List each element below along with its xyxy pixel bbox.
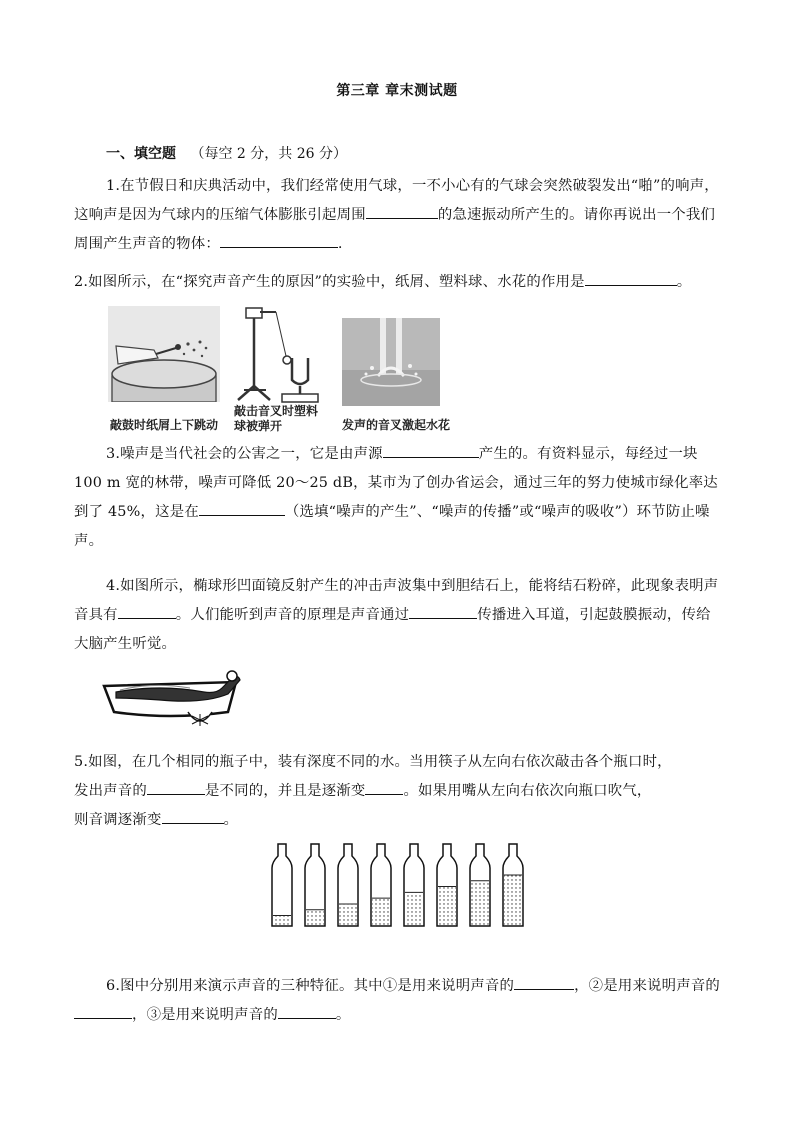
- question-2: [74, 268, 734, 297]
- bottle-water-7: [471, 881, 489, 926]
- q4-text-b: 象表明声音具有: [74, 578, 719, 623]
- bottle-7: [470, 844, 490, 926]
- bottle-water-6: [438, 887, 456, 926]
- q6-text-a: 6.图中分别用来演示声音的三种特征。其中①是用来说明声音的: [106, 978, 515, 994]
- q3-text-e: （选填“噪声的产生”、“噪声的传播”或“噪: [284, 504, 557, 520]
- q3-blank-1[interactable]: [383, 442, 479, 458]
- tuning-fork-ball-figure: [230, 300, 322, 404]
- q2-text-b: 。: [676, 274, 692, 290]
- q2-text-a: 2.如图所示，在“探究声音产生的原因”的实验中，纸屑、塑料球、水花的作用是: [74, 274, 585, 290]
- bottle-3: [338, 844, 358, 926]
- section-heading: [106, 143, 347, 163]
- caption-water: 发声的音叉激起水花: [342, 418, 451, 432]
- page-title: 第三章 章末测试题: [336, 83, 458, 99]
- q1-text-e: .: [337, 236, 343, 252]
- q4-blank-1[interactable]: [118, 603, 176, 619]
- question-1: [74, 172, 724, 259]
- q3-text-c: 一块 100 m 宽的林带，噪声可降低 20～25 dB，某市为了创办省运会，通过三年的努力使城: [74, 446, 698, 491]
- bottle-water-3: [339, 904, 357, 926]
- q5-blank-3[interactable]: [162, 808, 224, 824]
- bottle-1: [272, 844, 292, 926]
- caption-tuning-fork: 敲击音叉时塑料球被弹开: [234, 404, 319, 433]
- q5-blank-1[interactable]: [147, 779, 205, 795]
- section-score-note: （每空 2 分，共 26 分）: [190, 146, 347, 162]
- bottle-8: [503, 844, 523, 926]
- tuning-fork-water-figure: [342, 318, 440, 406]
- bottle-water-8: [504, 875, 522, 926]
- q4-text-e: 起鼓膜振动，传给大脑产生听觉。: [74, 607, 711, 652]
- q1-text-c: 的急速振动所产生的。请你: [437, 207, 613, 223]
- q4-text-a: 4.如图所示，椭球形凹面镜反射产生的冲击声波集中到胆结石上，能将结石粉碎，此现: [106, 578, 660, 594]
- q4-text-c: 。人们能听到声音的原理是声音通过: [175, 607, 410, 623]
- bottle-water-4: [372, 898, 390, 926]
- q6-blank-1[interactable]: [514, 974, 574, 990]
- question-5: [74, 748, 734, 835]
- q4-blank-2[interactable]: [409, 603, 477, 619]
- section-title: 一、填空题: [106, 146, 176, 162]
- bottle-water-1: [273, 916, 291, 926]
- drum-figure: [108, 306, 220, 402]
- question-4: [74, 572, 724, 659]
- q5-text-b: 发出声音的: [74, 783, 147, 799]
- q4-text-d: 传播进入耳道，引: [477, 607, 594, 623]
- q5-text-d: 。如果用嘴从左向右依次向瓶口吹气，: [403, 783, 652, 799]
- q6-blank-3[interactable]: [278, 1003, 336, 1019]
- caption-drum: 敲鼓时纸屑上下跳动: [110, 418, 219, 432]
- q3-text-b: 产生的。有资料显示，每经过: [478, 446, 669, 462]
- q5-text-e: 则音调逐渐变: [74, 812, 162, 828]
- q5-text-f: 。: [223, 812, 239, 828]
- q5-text-a: 5.如图，在几个相同的瓶子中，装有深度不同的水。当用筷子从左向右依次敲击各个瓶口时，: [74, 754, 672, 770]
- bottle-6: [437, 844, 457, 926]
- q1-blank-1[interactable]: [366, 203, 438, 219]
- q2-blank-1[interactable]: [585, 270, 677, 286]
- q6-blank-2[interactable]: [74, 1003, 132, 1019]
- bottle-4: [371, 844, 391, 926]
- q5-text-c: 是不同的，并且是逐渐变: [204, 783, 366, 799]
- q6-text-b: ，②是用来说明: [574, 978, 677, 994]
- q1-blank-2[interactable]: [220, 232, 338, 248]
- bottle-5: [404, 844, 424, 926]
- q6-text-e: 。: [335, 1007, 351, 1023]
- question-3: [74, 440, 724, 556]
- q3-text-f: 声的吸收”）环节防止噪声。: [74, 504, 710, 549]
- q1-text-b: 的响声，这响声是因为气球内的压缩气体膨胀引起周围: [74, 178, 719, 223]
- q3-text-a: 3.噪声是当代社会的公害之一，它是由声源: [106, 446, 383, 462]
- q6-text-d: ，③是用来说明声音的: [132, 1007, 278, 1023]
- bottles-figure: [266, 842, 528, 932]
- q1-text-d: 再说出一个我们周围产生声音的物体：: [74, 207, 716, 252]
- q6-text-c: 声音的: [676, 978, 721, 994]
- q3-text-d: 市绿化率达到了 45%，这是在: [74, 475, 718, 520]
- lithotripsy-figure: [100, 668, 246, 732]
- bottle-2: [305, 844, 325, 926]
- question-6: [74, 972, 724, 1030]
- bottle-water-2: [306, 910, 324, 926]
- q1-text-a: 1.在节假日和庆典活动中，我们经常使用气球，一不小心有的气球会突然破裂发出“啪”: [106, 178, 661, 194]
- q5-blank-2[interactable]: [365, 779, 403, 795]
- bottle-water-5: [405, 892, 423, 926]
- q3-blank-2[interactable]: [199, 500, 285, 516]
